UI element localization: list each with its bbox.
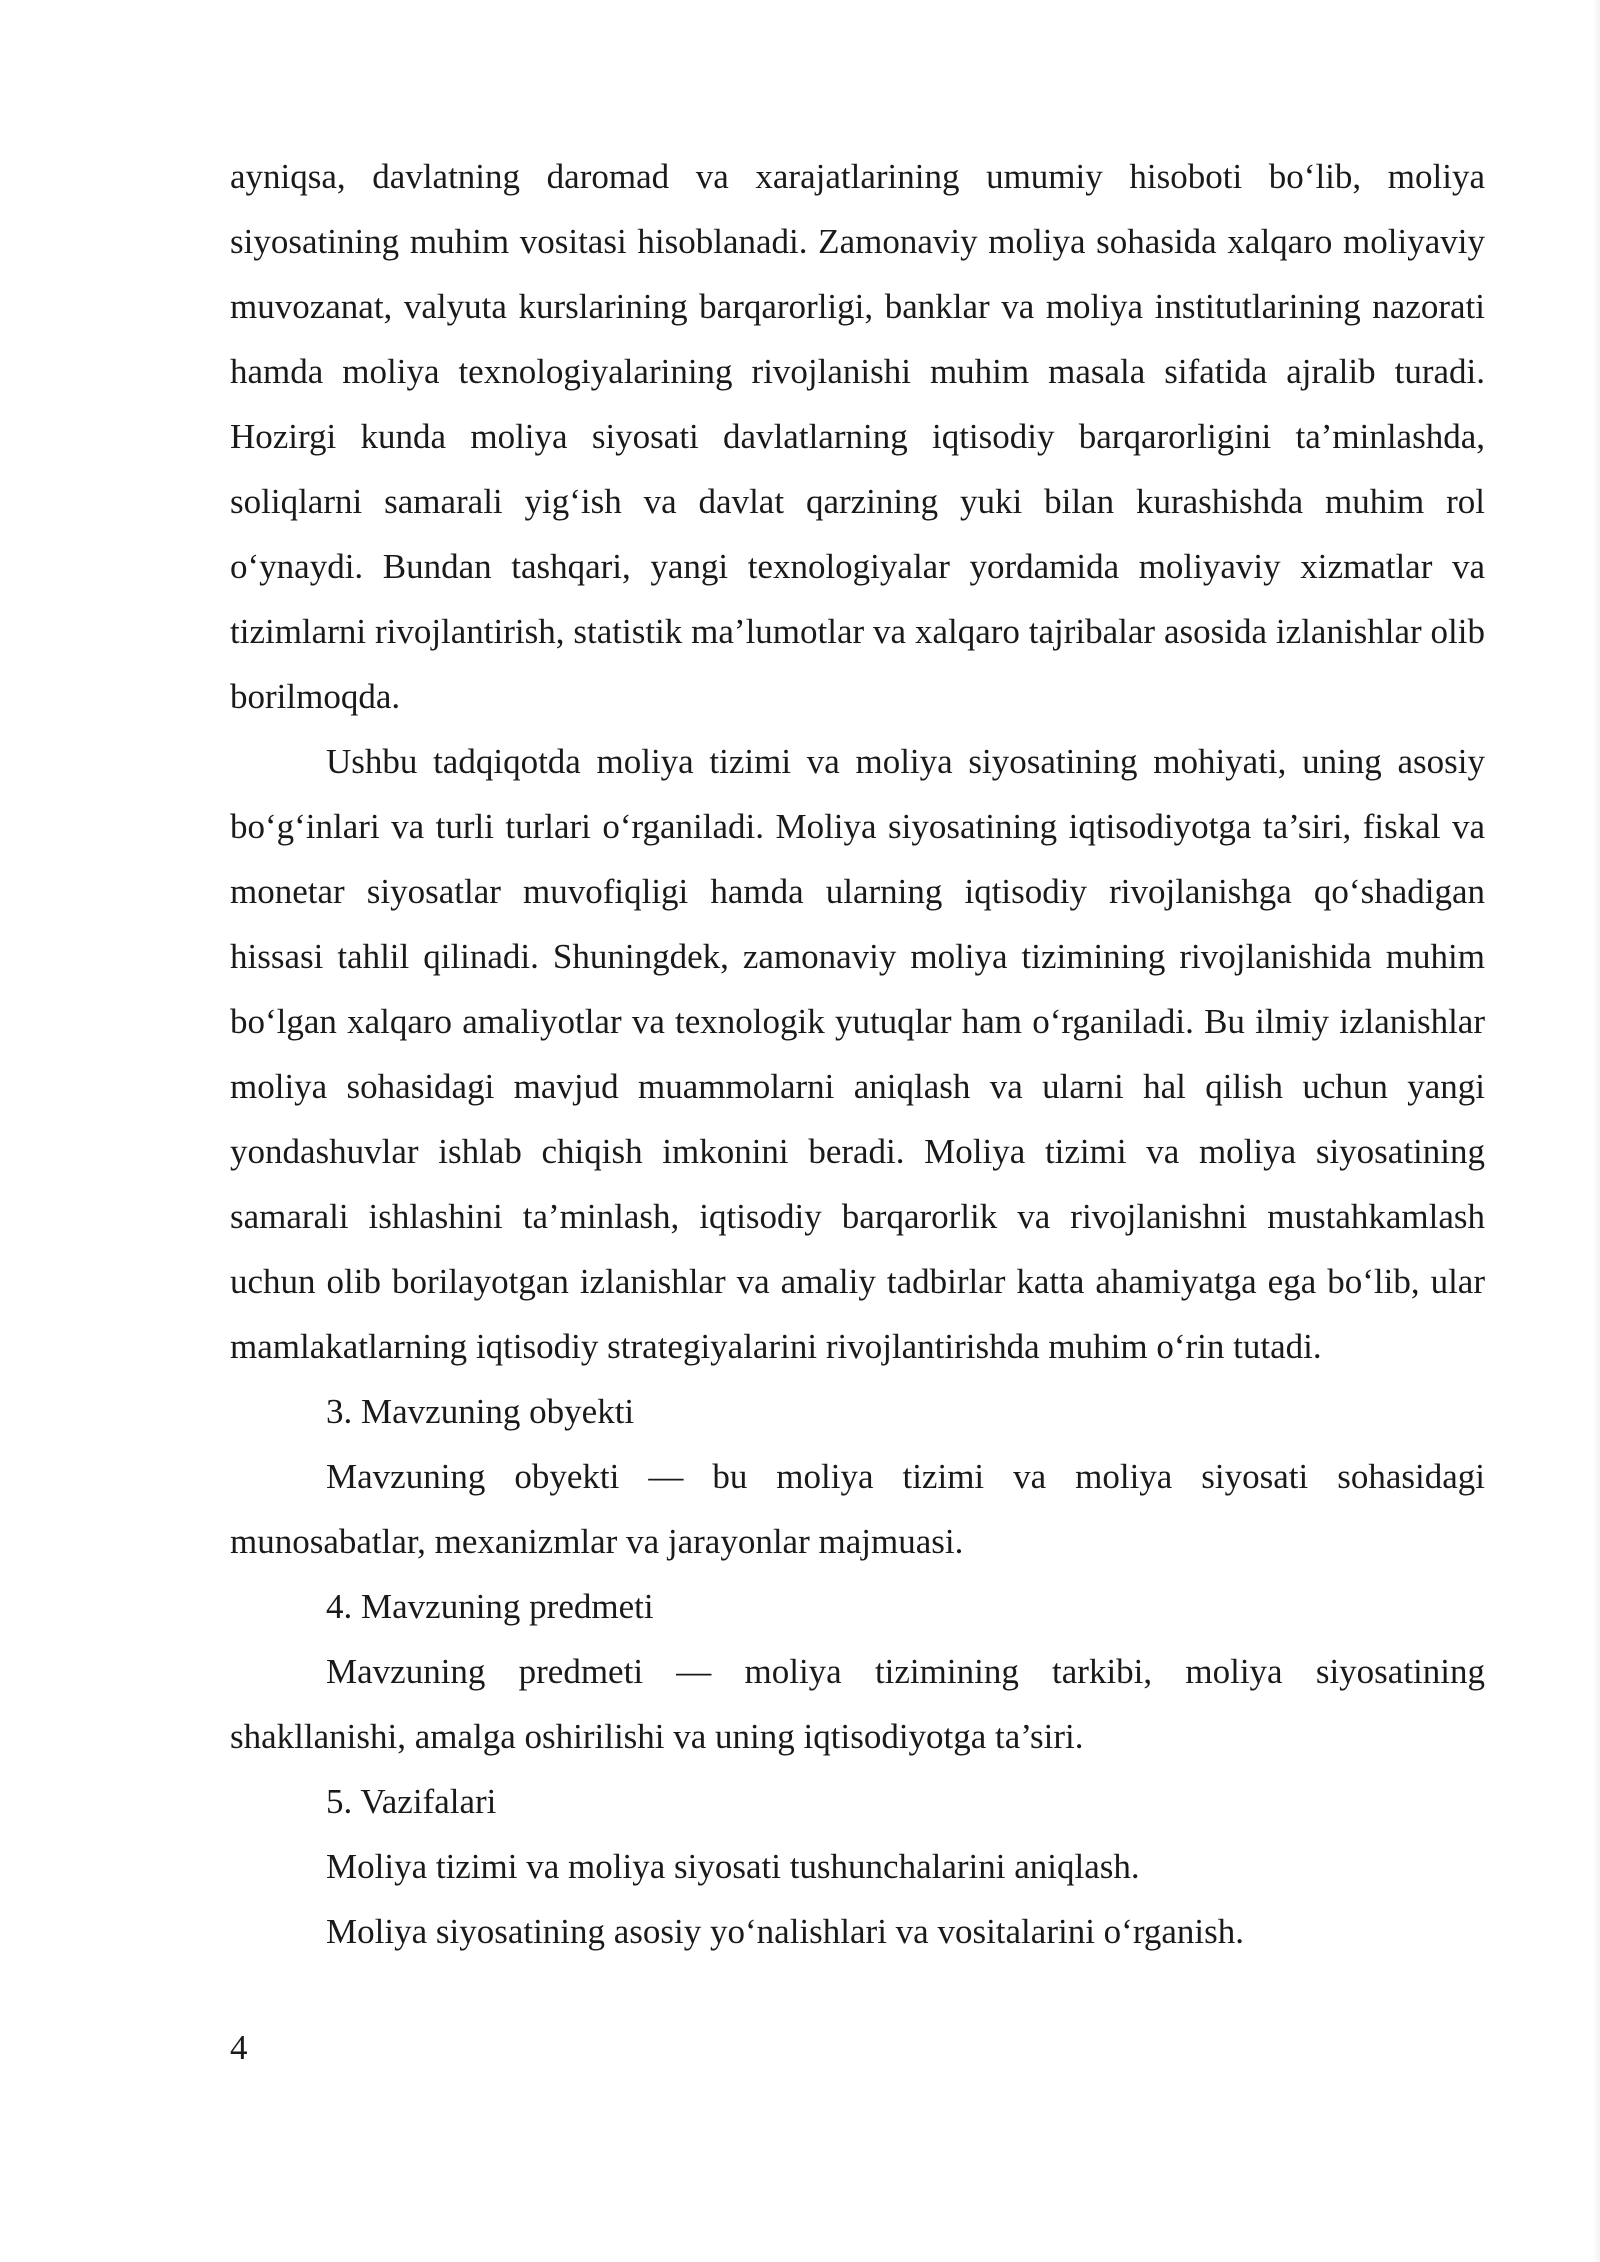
paragraph-continuation: ayniqsa, davlatning daromad va xarajatlarining umumiy hisoboti bo‘lib, moliya siyosatining muhim vositasi hisoblanadi. Zamonaviy moliya sohasida xalqaro moliyaviy muvozanat, valyuta kurslarining barqarorligi, banklar va moliya institutlarining nazorati hamda moliya texnologiyalarining rivojlanishi muhim masala sifatida ajralib turadi. Hozirgi kunda moliya siyosati davlatlarning iqtisodiy barqarorligini ta’minlashda, soliqlarni samarali yig‘ish va davlat qarzining yuki bilan kurashishda muhim rol o‘ynaydi. Bundan tashqari, yangi texnologiyalar yordamida moliyaviy xizmatlar va tizimlarni rivojlantirish, statistik ma’lumotlar va xalqaro tajribalar asosida izlanishlar olib borilmoqda. bbox=[230, 157, 1485, 716]
section-heading-subject: 4. Mavzuning predmeti bbox=[326, 1587, 654, 1626]
page-edge-shadow bbox=[1592, 0, 1600, 2262]
task-item: Moliya tizimi va moliya siyosati tushunchalarini aniqlash. bbox=[326, 1847, 1140, 1886]
paragraph-object: Mavzuning obyekti — bu moliya tizimi va moliya siyosati sohasidagi munosabatlar, mexanizmlar va jarayonlar majmuasi. bbox=[230, 1457, 1485, 1561]
section-heading-tasks: 5. Vazifalari bbox=[326, 1782, 497, 1821]
section-heading-object: 3. Mavzuning obyekti bbox=[326, 1392, 635, 1431]
task-item: Moliya siyosatining asosiy yo‘nalishlari va vositalarini o‘rganish. bbox=[326, 1912, 1244, 1951]
paragraph-research-overview: Ushbu tadqiqotda moliya tizimi va moliya siyosatining mohiyati, uning asosiy bo‘g‘inlari va turli turlari o‘rganiladi. Moliya siyosatining iqtisodiyotga ta’siri, fiskal va monetar siyosatlar muvofiqligi hamda ularning iqtisodiy rivojlanishga qo‘shadigan hissasi tahlil qilinadi. Shuningdek, zamonaviy moliya tizimining rivojlanishida muhim bo‘lgan xalqaro amaliyotlar va texnologik yutuqlar ham o‘rganiladi. Bu ilmiy izlanishlar moliya sohasidagi mavjud muammolarni aniqlash va ularni hal qilish uchun yangi yondashuvlar ishlab chiqish imkonini beradi. Moliya tizimi va moliya siyosatining samarali ishlashini ta’minlash, iqtisodiy barqarorlik va rivojlanishni mustahkamlash uchun olib borilayotgan izlanishlar va amaliy tadbirlar katta ahamiyatga ega bo‘lib, ular mamlakatlarning iqtisodiy strategiyalarini rivojlantirishda muhim o‘rin tutadi. bbox=[230, 742, 1485, 1366]
paragraph-subject: Mavzuning predmeti — moliya tizimining tarkibi, moliya siyosatining shakllanishi, amalga oshirilishi va uning iqtisodiyotga ta’siri. bbox=[230, 1652, 1485, 1756]
page-body bbox=[230, 144, 1485, 1964]
page-number: 4 bbox=[230, 2028, 248, 2067]
